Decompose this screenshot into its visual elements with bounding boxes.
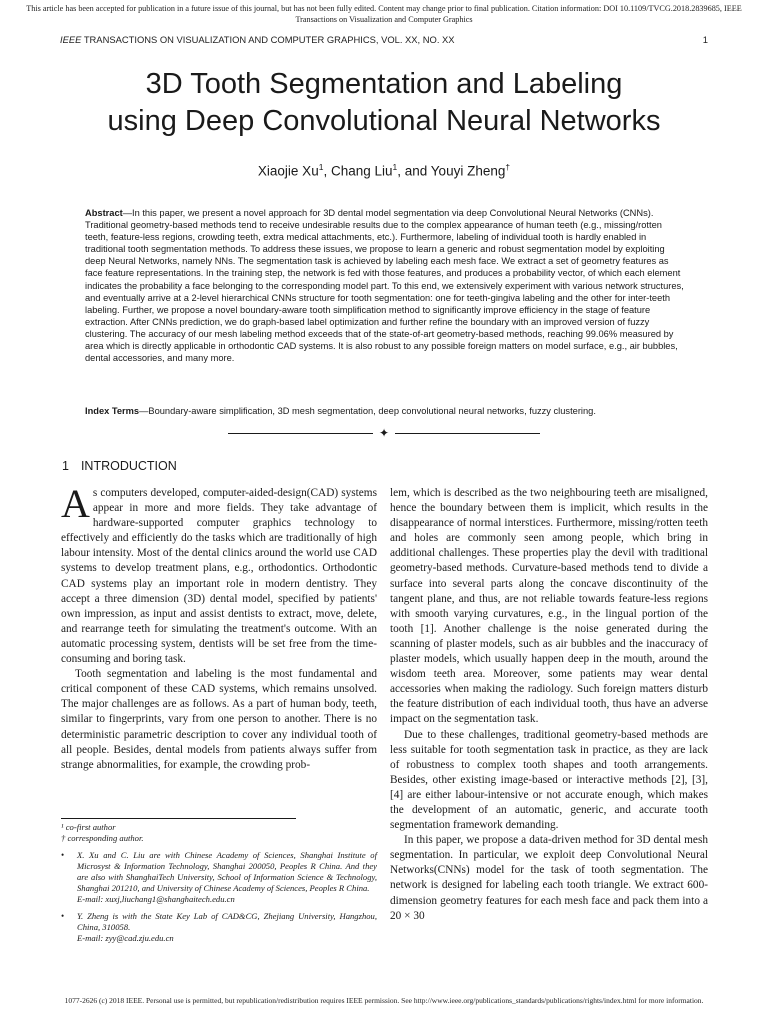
bullet-icon: • [61, 850, 65, 860]
right-paragraph-3: In this paper, we propose a data-driven method for 3D dental mesh segmentation. In particular, we exploit deep Convolutional Neural Networks(CNNs) model for the task of tooth segmentation. The network is designed for labeling each tooth triangle. We extract 600-dimension geometry features for each mesh face and pack them into a 20 × 30 [390, 834, 708, 922]
footnote-corresponding: † corresponding author. [61, 833, 144, 843]
abstract-text: —In this paper, we present a novel approach for 3D dental model segmentation via deep Convolutional Neural Networks (CNNs). Traditional geometry-based methods tend to receive undesirable results due to the complex appearance of human teeth (e.g., missing/rotten teeth, feature-less regions, crowding teeth, extra medical attachments, etc.). Furthermore, labeling of individual tooth is hardly enabled in traditional tooth segmentation methods. To address these issues, we propose to learn a generic and robust segmentation model by exploiting deep Neural Networks, namely NNs. The segmentation task is achieved by labeling each mesh face. We extract a set of geometry features as face feature representations. In the training step, the network is fed with those features, and produces a probability vector, of which each element indicates the probability a face belonging to the corresponding model part. To this end, we extensively experiment with various network structures, and eventually arrive at a 2-level hierarchical CNNs structure for tooth segmentation: one for teeth-gingiva labeling and the other for inter-teeth labeling. Further, we propose a novel boundary-aware tooth simplification method to significantly improve efficiency in the stage of feature extraction. After CNNs prediction, we do graph-based label optimization and further refine the boundary with an improved version of fuzzy clustering. The accuracy of our mesh labeling method exceeds that of the state-of-art geometry-based methods, reaching 99.06% measured by area which is directly applicable in orthodontic CAD systems. It is also robust to any possible foreign matters on model surface, e.g., air bubbles, dental accessories, and many more. [85, 208, 684, 364]
intro-paragraph-2: Tooth segmentation and labeling is the most fundamental and critical component of these CAD systems, which remains unsolved. The major challenges are as follows. As a part of human body, teeth, similar to fingerprints, vary from one person to another. There is no deterministic parametric description to cover any individual tooth of all people. Besides, dental models from patients always suffer from strange abnormalities, for example, the crowding prob- [61, 668, 377, 771]
drop-cap: A [61, 481, 90, 526]
section-divider [228, 427, 540, 441]
author-1: Xiaojie Xu [257, 163, 319, 179]
affiliation-2-email: E-mail: zyy@cad.zju.edu.cn [77, 933, 174, 943]
divider-line-left [228, 433, 373, 434]
section-number: 1 [62, 459, 69, 473]
page-number: 1 [702, 34, 708, 45]
notice-line-2: Transactions on Visualization and Computer Graphics [295, 15, 473, 24]
author-3: and Youyi Zheng [404, 163, 506, 179]
affiliation-1 [61, 850, 377, 905]
abstract [85, 207, 685, 364]
affiliation-1-email: E-mail: xuxj,liuchang1@shanghaitech.edu.cn [77, 894, 235, 904]
running-head [60, 34, 708, 45]
affiliation-1-text: X. Xu and C. Liu are with Chinese Academy of Sciences, Shanghai Institute of Microsyst & Information Technology, Shanghai 200050, Peoples R China. And they are also with ShanghaiTech University, School of Information Science & Technology, Shanghai 201210, and University of Chinese Academy of Sciences, Peoples R China. [77, 850, 377, 893]
author-3-mark: † [505, 162, 511, 172]
intro-paragraph-1-text: s computers developed, computer-aided-design(CAD) systems appear in more and more fields. They take advantage of hardware-supported computer graphics technology to effectively and efficiently do the tasks which are traditionally of high labour intensity. Most of the dental clinics around the world use CAD systems to develop treatment plans, e.g., orthodontics. Orthodontic CAD systems play an important role in modern dentistry. They accept a three dimension (3D) dental model, specified by patients' own impression, as input and assist dentists to extract, move, delete, and rearrange teeth for simulating the treatment's outcome. With an automatic processing system, dentists will be set free from the time-consuming and boring task. [61, 487, 377, 666]
author-list: Xiaojie Xu$^1$, Chang Liu$^1$, and Youyi Zheng† [257, 162, 511, 179]
section-title: INTRODUCTION [80, 459, 177, 473]
copyright-notice: 1077-2626 (c) 2018 IEEE. Personal use is permitted, but republication/redistribution requires IEEE permission. See http://www.ieee.org/publications_standards/publications/rights/index.html for more information. [64, 996, 704, 1005]
index-terms [85, 405, 685, 417]
section-heading [62, 459, 177, 473]
divider-diamond-icon: ✦ [378, 426, 390, 440]
left-column [61, 481, 377, 773]
notice-line-1: This article has been accepted for publication in a future issue of this journal, but has not been fully edited. Content may change prior to final publication. Citation information: DOI 10.1109/TVCG.2018.2839685, IEEE [26, 4, 742, 13]
right-paragraph-1: lem, which is described as the two neighbouring teeth are misaligned, hence the boundary between them is implicit, which results in the disappearance of normal interstices. Furthermore, missing/rotten teeth and holes are commonly seen among people, which bring in additional challenges. These properties play the devil with traditional geometry-based methods. Curvature-based methods tend to divide a surface into several parts along the concave discontinuity of the tangent plane, and thus, are not reliable towards feature-less regions with smooth varying curvatures, e.g., in the lingual portion of the tooth [1]. Another challenge is the noise generated during the scanning of plaster models, such as air bubbles and the inaccuracy of plaster models, which usually happen deep in the mouth, around the wisdom teeth area. Moreover, some patients may wear dental accessories when making the radiology. Such foreign matters disturb the feature distribution of each individual tooth, thus have an adverse impact on the segmentation task. [390, 487, 708, 726]
author-2: Chang Liu [330, 163, 393, 179]
footnotes [61, 822, 377, 944]
journal-prefix: IEEE [60, 34, 82, 45]
journal-name: TRANSACTIONS ON VISUALIZATION AND COMPUTER GRAPHICS, VOL. XX, NO. XX [83, 34, 455, 45]
title-line-1: 3D Tooth Segmentation and Labeling [145, 68, 623, 100]
index-terms-text: —Boundary-aware simplification, 3D mesh segmentation, deep convolutional neural networks, fuzzy clustering. [139, 406, 596, 416]
divider-line-right [395, 433, 540, 434]
right-column [390, 486, 708, 924]
author-2-mark: 1 [392, 162, 398, 172]
footnote-co-first: ¹ co-first author [61, 822, 116, 832]
bullet-icon: • [61, 911, 65, 921]
footnote-rule [61, 818, 296, 819]
index-terms-label: Index Terms [85, 406, 140, 416]
intro-paragraph-1 [61, 481, 377, 667]
paper-title [40, 66, 728, 140]
publication-notice [0, 3, 768, 25]
affiliation-2 [61, 911, 377, 944]
abstract-label: Abstract [85, 208, 123, 218]
affiliation-2-text: Y. Zheng is with the State Key Lab of CAD&CG, Zhejiang University, Hangzhou, China, 310058. [77, 911, 377, 932]
title-line-2: using Deep Convolutional Neural Networks [107, 105, 661, 137]
author-1-mark: 1 [318, 162, 324, 172]
right-paragraph-2: Due to these challenges, traditional geometry-based methods are less suitable for tooth segmentation task in practice, as they are lack of robustness to complex tooth shapes and tooth arrangements. Besides, other existing image-based or interactive methods [2], [3], [4] are either labour-intensive or not accurate enough, which makes the development of an automatic, generic, and accurate tooth segmentation framework demanding. [390, 728, 708, 832]
